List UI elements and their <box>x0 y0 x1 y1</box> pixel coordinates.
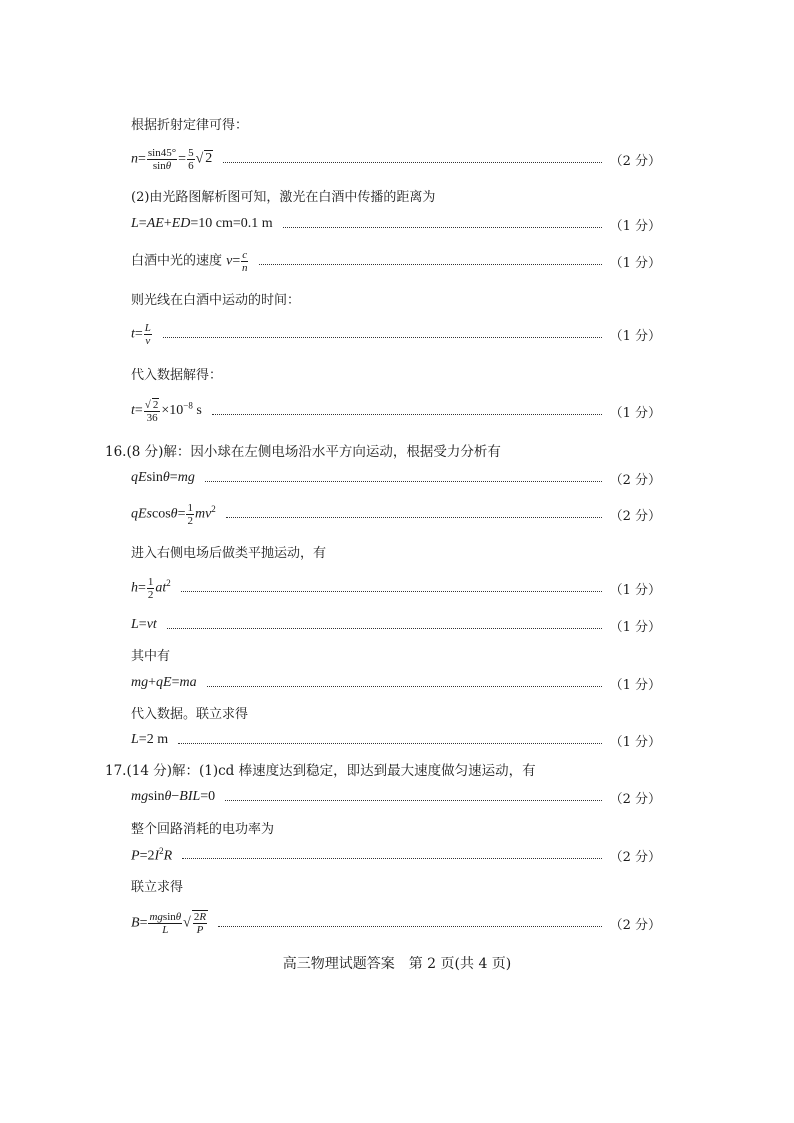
equation: L=2 m <box>131 732 169 747</box>
leader-dots <box>283 227 602 228</box>
leader-dots <box>226 517 602 518</box>
leader-dots <box>218 926 602 927</box>
page-footer: 高三物理试题答案 第 2 页(共 4 页) <box>282 956 512 972</box>
equation: mgsinθ−BIL=0 <box>131 789 216 804</box>
equation: h= $\frac{1}{2}$ $at^2$ <box>131 575 171 601</box>
equation-line <box>131 670 661 696</box>
equation-line <box>131 784 661 810</box>
score-label: （2 分） <box>609 791 661 807</box>
leader-dots <box>167 628 602 629</box>
leader-dots <box>212 414 602 415</box>
leader-dots <box>163 337 602 338</box>
leader-dots <box>223 162 601 163</box>
equation-line <box>131 398 661 424</box>
equation: n= $\frac{\sin 45^\circ}{\sin\theta}$ = $\frac{5}{6}$ √ 2 <box>131 146 213 172</box>
equation-line <box>131 501 661 527</box>
score-label: （1 分） <box>609 405 661 421</box>
equation-line <box>131 575 661 601</box>
equation: $P=2I^2R$ <box>131 845 173 864</box>
text-line: 代入数据。联立求得 <box>131 706 249 722</box>
score-label: （1 分） <box>609 619 661 635</box>
score-label: （2 分） <box>609 508 661 524</box>
leader-dots <box>259 264 601 265</box>
equation: B= $\frac{mgsin\theta}{L}$ √ $\frac{2R}{P}$ <box>131 911 207 936</box>
text-line: 联立求得 <box>131 879 184 895</box>
score-label: （1 分） <box>609 582 661 598</box>
equation-line <box>131 248 661 274</box>
equation-line <box>131 727 661 753</box>
equation: L=vt <box>131 617 157 632</box>
leader-dots <box>178 743 602 744</box>
equation-line <box>131 211 661 237</box>
text-line: 整个回路消耗的电功率为 <box>131 821 275 837</box>
leader-dots <box>205 481 602 482</box>
equation: qEscosθ= $\frac{1}{2}$ $mv^2$ <box>131 501 216 527</box>
score-label: （1 分） <box>609 328 661 344</box>
score-label: （1 分） <box>609 677 661 693</box>
text-line: 代入数据解得： <box>131 367 223 383</box>
equation: 白酒中光的速度 v= $\frac{c}{n}$ <box>131 248 248 274</box>
score-label: （1 分） <box>609 255 661 271</box>
equation-line <box>131 146 661 172</box>
leader-dots <box>182 858 601 859</box>
equation-line <box>131 321 661 347</box>
equation: L=AE+ED=10 cm=0.1 m <box>131 216 273 231</box>
equation: mg+qE=ma <box>131 675 197 690</box>
leader-dots <box>225 800 601 801</box>
text-line: 其中有 <box>131 648 171 664</box>
equation-line <box>131 842 661 868</box>
score-label: （2 分） <box>609 472 661 488</box>
equation-line <box>131 612 661 638</box>
equation: t= $\frac{√ 2}{36}$ $\times 10^{-8}$ s <box>131 399 202 424</box>
score-label: （1 分） <box>609 218 661 234</box>
score-label: （1 分） <box>609 734 661 750</box>
text-line: 进入右侧电场后做类平抛运动，有 <box>131 545 327 561</box>
question-16-heading: 16.(8 分)解：因小球在左侧电场沿水平方向运动，根据受力分析有 <box>105 444 501 460</box>
text-line: 根据折射定律可得： <box>131 117 249 133</box>
leader-dots <box>207 686 602 687</box>
text-line: (2)由光路图解析图可知，激光在白酒中传播的距离为 <box>131 189 436 205</box>
equation-line <box>131 910 661 936</box>
equation: t= $\frac{L}{v}$ <box>131 321 151 347</box>
text-line: 则光线在白酒中运动的时间： <box>131 292 301 308</box>
score-label: （2 分） <box>609 917 661 933</box>
score-label: （2 分） <box>609 153 661 169</box>
question-17-heading: 17.(14 分)解：(1)cd 棒速度达到稳定，即达到最大速度做匀速运动，有 <box>105 763 536 779</box>
equation: qEsinθ=mg <box>131 470 195 485</box>
score-label: （2 分） <box>609 849 661 865</box>
equation-line <box>131 465 661 491</box>
leader-dots <box>181 591 602 592</box>
